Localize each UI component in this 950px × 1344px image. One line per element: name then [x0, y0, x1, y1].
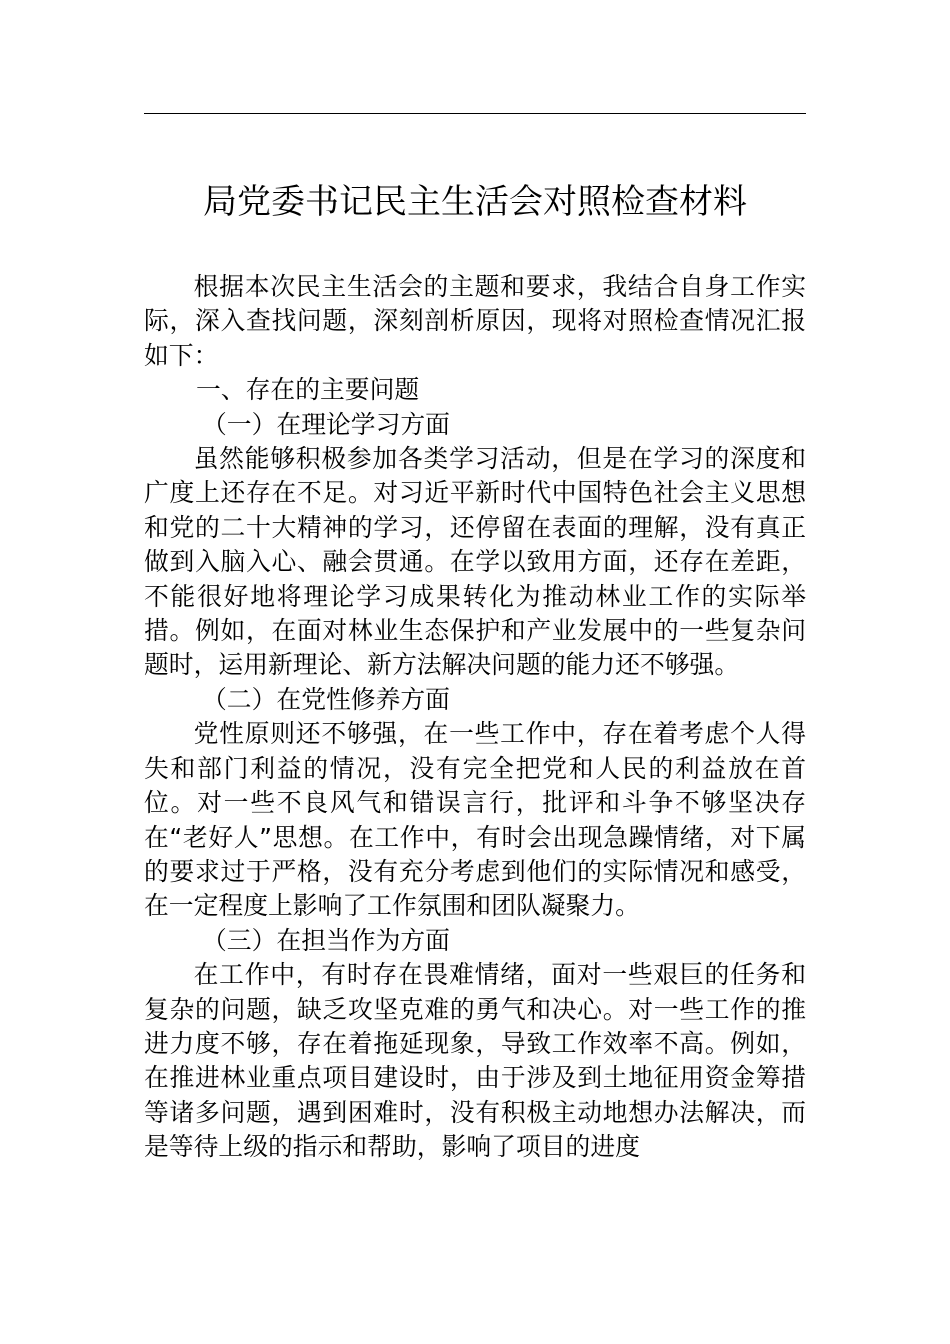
section-heading-problems: 一、存在的主要问题	[196, 375, 420, 405]
paragraph-party-spirit: 党性原则还不够强，在一些工作中，存在着考虑个人得失和部门利益的情况，没有完全把党和人民的利益放在首位。对一些不良风气和错误言行，批评和斗争不够坚决存在“老好人”思想。在工作中，有时会出现急躁情绪，对下属的要求过于严格，没有充分考虑到他们的实际情况和感受，在一定程度上影响了工作氛围和团队凝聚力。	[144, 719, 806, 921]
header-rule	[144, 113, 806, 114]
subheading-party-spirit: （二）在党性修养方面	[202, 684, 450, 714]
intro-paragraph: 根据本次民主生活会的主题和要求，我结合自身工作实际，深入查找问题，深刻剖析原因，现将对照检查情况汇报如下：	[144, 272, 806, 370]
subheading-theory-study: （一）在理论学习方面	[202, 409, 450, 439]
paragraph-theory-study: 虽然能够积极参加各类学习活动，但是在学习的深度和广度上还存在不足。对习近平新时代中国特色社会主义思想和党的二十大精神的学习，还停留在表面的理解，没有真正做到入脑入心、融会贯通。在学以致用方面，还存在差距，不能很好地将理论学习成果转化为推动林业工作的实际举措。例如，在面对林业生态保护和产业发展中的一些复杂问题时，运用新理论、新方法解决问题的能力还不够强。	[144, 444, 806, 680]
subheading-responsibility: （三）在担当作为方面	[202, 925, 450, 955]
document-title: 局党委书记民主生活会对照检查材料	[203, 182, 747, 222]
paragraph-responsibility: 在工作中，有时存在畏难情绪，面对一些艰巨的任务和复杂的问题，缺乏攻坚克难的勇气和决心。对一些工作的推进力度不够，存在着拖延现象，导致工作效率不高。例如，在推进林业重点项目建设时，由于涉及到土地征用资金筹措等诸多问题，遇到困难时，没有积极主动地想办法解决，而是等待上级的指示和帮助，影响了项目的进度	[144, 960, 806, 1162]
document-body	[144, 270, 806, 1165]
